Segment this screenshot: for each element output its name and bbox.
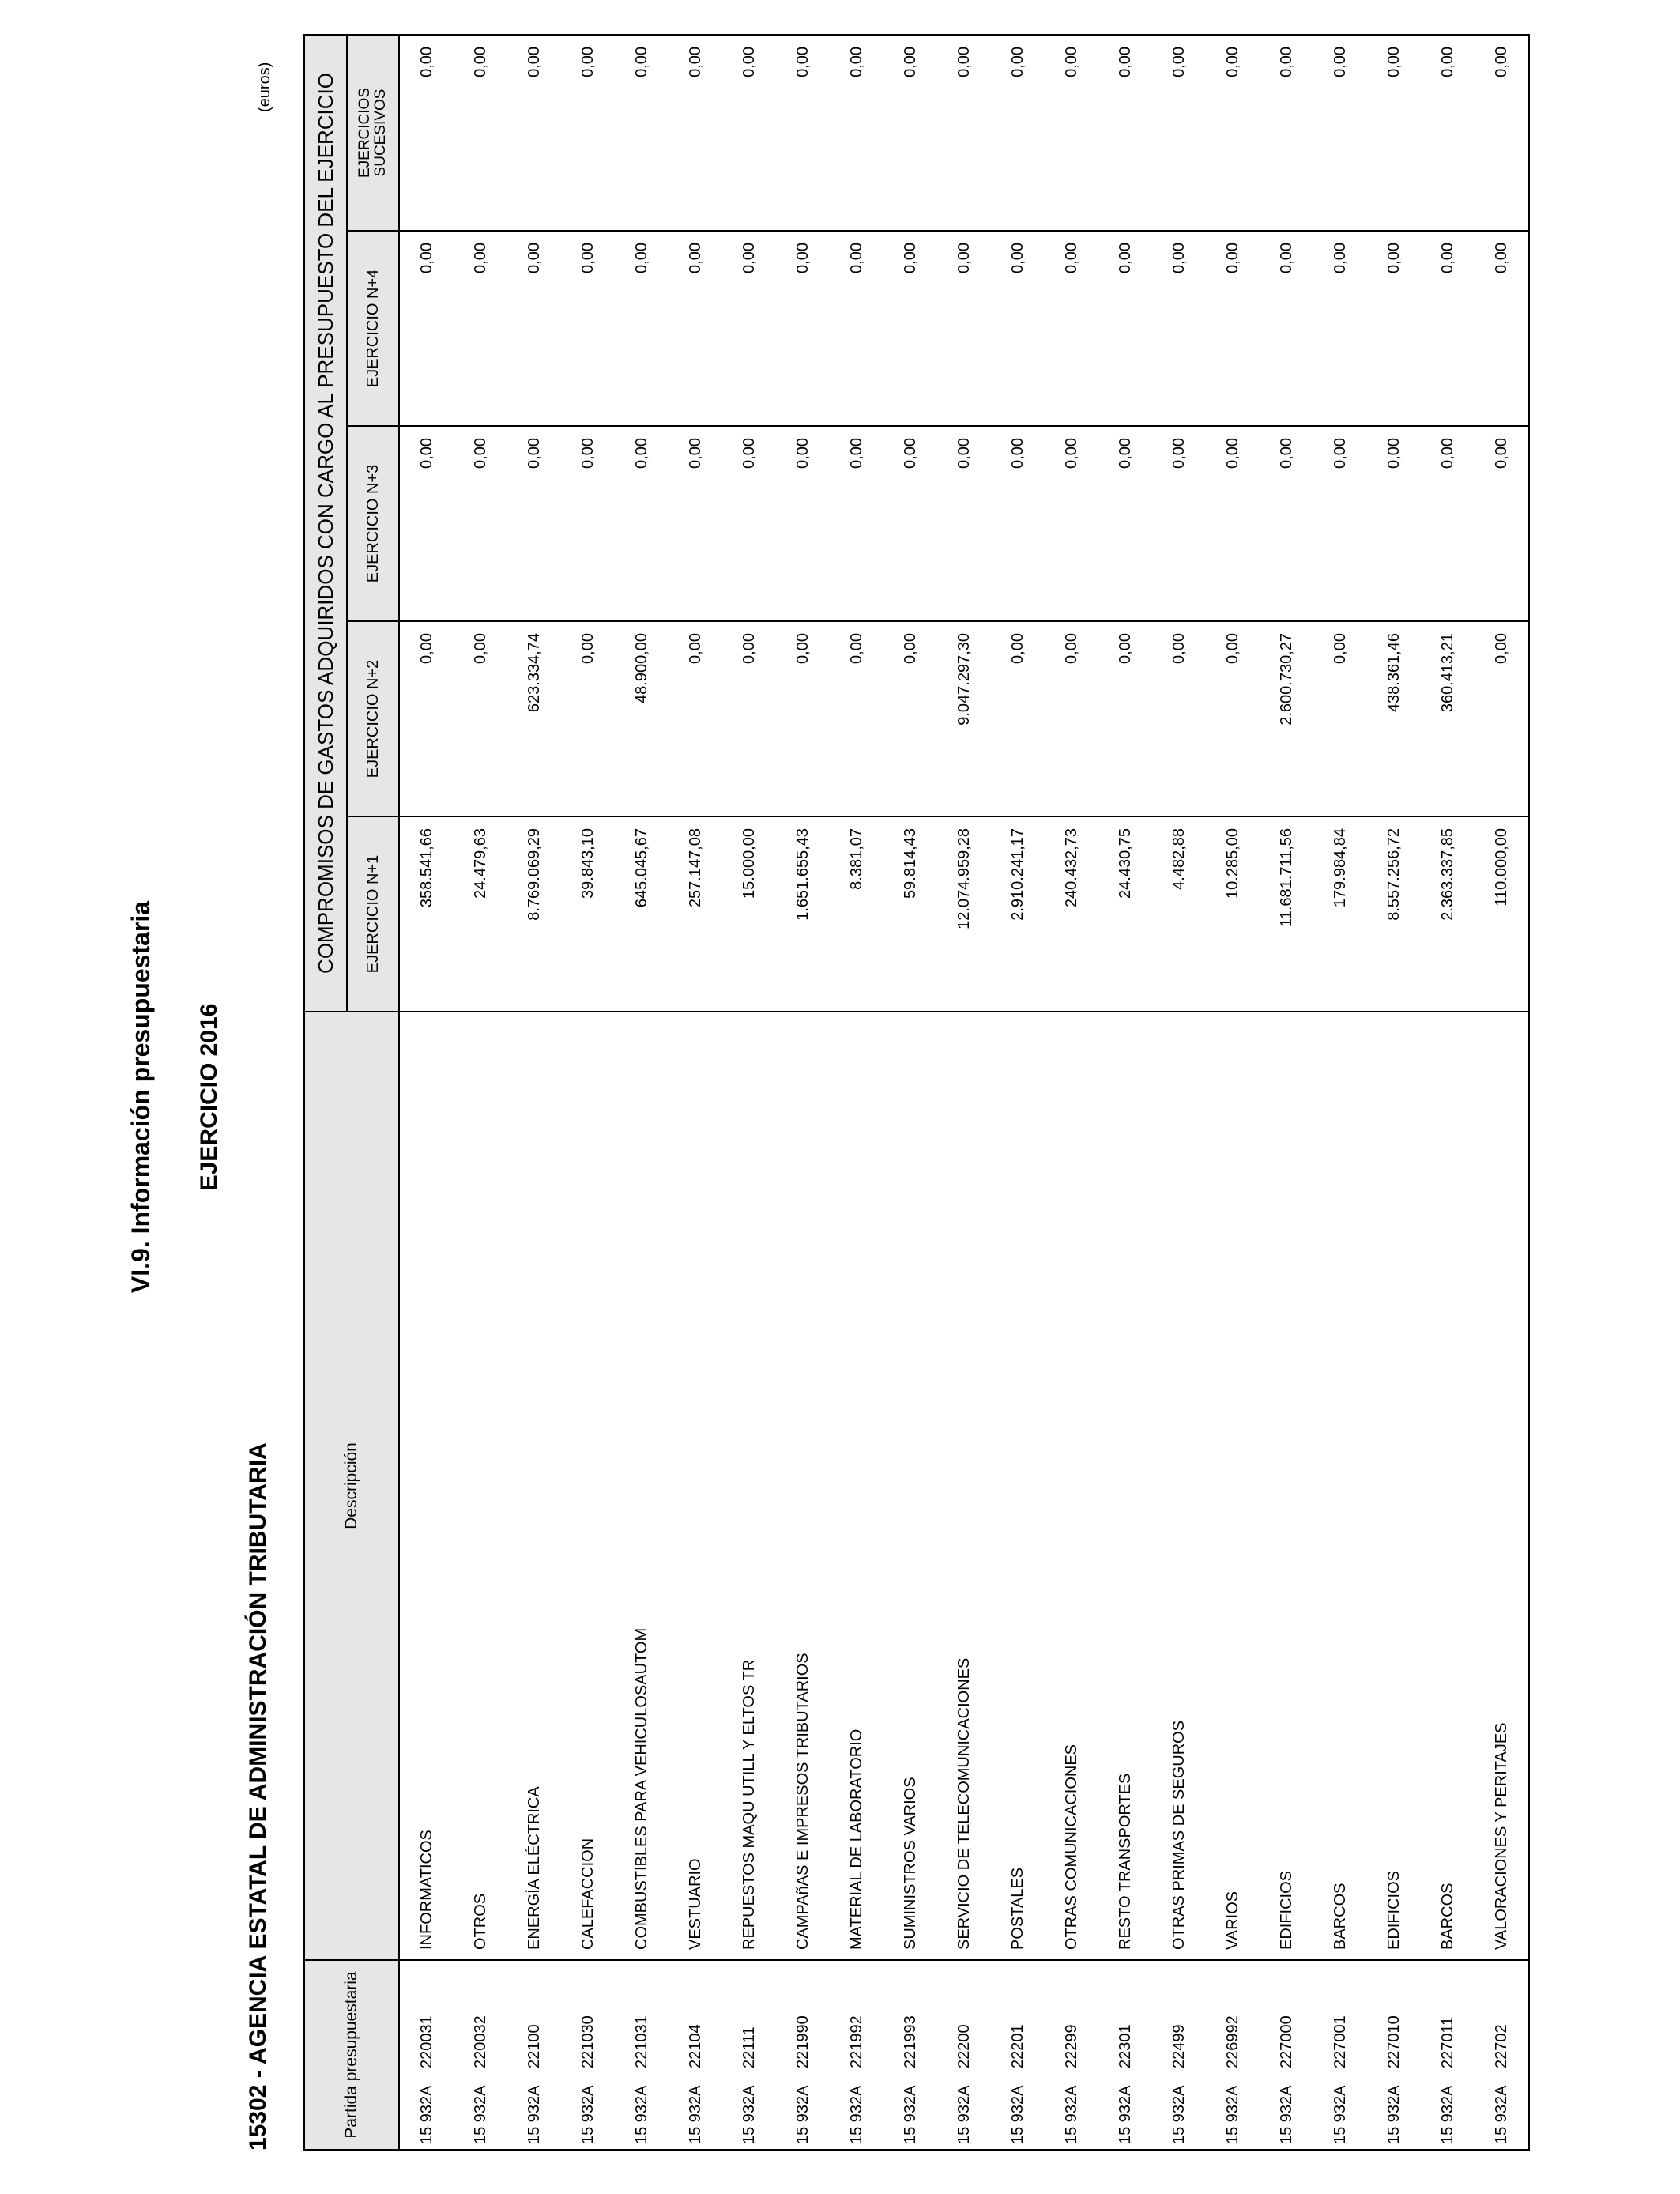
amount-n4: 0,00 [615,231,669,426]
program-code: 15 932A [1116,2085,1134,2144]
amount-n3: 0,00 [399,426,454,621]
table-row [776,35,830,2150]
organization-heading: 15302 - AGENCIA ESTATAL DE ADMINISTRACIÓN TRIBUTARIA [245,1442,271,2151]
amount-n4: 0,00 [399,231,454,426]
amount-n2: 48.900,00 [615,621,669,816]
amount-n4: 0,00 [883,231,937,426]
amount-n2: 0,00 [722,621,776,816]
amount-n2: 0,00 [883,621,937,816]
section-header: COMPROMISOS DE GASTOS ADQUIRIDOS CON CARGO AL PRESUPUESTO DEL EJERCICIO [304,35,347,1012]
table-row [1313,35,1367,2150]
amount-n1: 11.681.711,56 [1260,816,1313,1012]
amount-sucesivos: 0,00 [1421,35,1475,231]
amount-n3: 0,00 [830,426,883,621]
partida-cell [1313,1960,1367,2150]
program-code: 15 932A [632,2085,650,2144]
amount-n2: 0,00 [1313,621,1367,816]
partida-cell [1206,1960,1260,2150]
amount-n4: 0,00 [1045,231,1098,426]
amount-n4: 0,00 [776,231,830,426]
amount-n3: 0,00 [1367,426,1421,621]
amount-sucesivos: 0,00 [1367,35,1421,231]
amount-sucesivos: 0,00 [399,35,454,231]
amount-n3: 0,00 [883,426,937,621]
amount-n1: 8.557.256,72 [1367,816,1421,1012]
partida-cell [991,1960,1045,2150]
concept-code: 22702 [1492,2024,1510,2068]
concept-code: 22301 [1116,2024,1134,2068]
amount-n1: 645.045,67 [615,816,669,1012]
description-cell: SERVICIO DE TELECOMUNICACIONES [937,1012,991,1960]
table-row [830,35,883,2150]
amount-n4: 0,00 [991,231,1045,426]
amount-n3: 0,00 [1206,426,1260,621]
amount-n1: 15.000,00 [722,816,776,1012]
amount-n1: 2.910.241,17 [991,816,1045,1012]
amount-n2: 2.600.730,27 [1260,621,1313,816]
program-code: 15 932A [1331,2085,1349,2144]
concept-code: 220031 [417,2015,435,2068]
description-cell: MATERIAL DE LABORATORIO [830,1012,883,1960]
amount-n4: 0,00 [1475,231,1529,426]
description-cell: RESTO TRANSPORTES [1098,1012,1152,1960]
partida-cell [615,1960,669,2150]
amount-n3: 0,00 [507,426,561,621]
concept-code: 227011 [1438,2016,1456,2068]
amount-sucesivos: 0,00 [615,35,669,231]
amount-n1: 2.363.337,85 [1421,816,1475,1012]
program-code: 15 932A [1492,2085,1510,2144]
description-cell: BARCOS [1421,1012,1475,1960]
table-row [1045,35,1098,2150]
partida-cell [1367,1960,1421,2150]
table-row [883,35,937,2150]
col-header-n1: EJERCICIO N+1 [347,816,399,1012]
description-cell: POSTALES [991,1012,1045,1960]
program-code: 15 932A [525,2085,543,2144]
amount-n4: 0,00 [830,231,883,426]
amount-n4: 0,00 [1421,231,1475,426]
table-row [991,35,1045,2150]
description-cell: VARIOS [1206,1012,1260,1960]
col-header-n3: EJERCICIO N+3 [347,426,399,621]
amount-n3: 0,00 [1313,426,1367,621]
amount-sucesivos: 0,00 [991,35,1045,231]
col-header-partida: Partida presupuestaria [304,1960,399,2150]
amount-n3: 0,00 [991,426,1045,621]
units-label: (euros) [256,62,273,112]
concept-code: 22499 [1170,2024,1188,2068]
concept-code: 221031 [632,2015,650,2068]
table-row [722,35,776,2150]
amount-n3: 0,00 [1260,426,1313,621]
col-header-n4: EJERCICIO N+4 [347,231,399,426]
col-header-descripcion: Descripción [304,1012,399,1960]
partida-cell [883,1960,937,2150]
description-cell: SUMINISTROS VARIOS [883,1012,937,1960]
description-cell: EDIFICIOS [1367,1012,1421,1960]
amount-n1: 1.651.655,43 [776,816,830,1012]
partida-cell [937,1960,991,2150]
table-row [669,35,722,2150]
description-cell: OTROS [454,1012,507,1960]
concept-code: 227000 [1277,2015,1295,2068]
program-code: 15 932A [901,2085,919,2144]
amount-sucesivos: 0,00 [454,35,507,231]
partida-cell [1475,1960,1529,2150]
amount-sucesivos: 0,00 [937,35,991,231]
partida-cell [507,1960,561,2150]
amount-n4: 0,00 [1260,231,1313,426]
program-code: 15 932A [1170,2085,1188,2144]
amount-n2: 0,00 [1045,621,1098,816]
program-code: 15 932A [686,2085,704,2144]
concept-code: 220032 [471,2015,489,2068]
amount-n1: 8.381,07 [830,816,883,1012]
page-subtitle: EJERCICIO 2016 [196,1003,222,1191]
amount-n4: 0,00 [937,231,991,426]
amount-sucesivos: 0,00 [669,35,722,231]
program-code: 15 932A [417,2085,435,2144]
amount-n4: 0,00 [722,231,776,426]
amount-n4: 0,00 [1152,231,1206,426]
description-cell: ENERGÍA ELÉCTRICA [507,1012,561,1960]
amount-sucesivos: 0,00 [830,35,883,231]
amount-n4: 0,00 [669,231,722,426]
table-row [1421,35,1475,2150]
partida-cell [1421,1960,1475,2150]
amount-n1: 39.843,10 [561,816,615,1012]
amount-n3: 0,00 [776,426,830,621]
amount-n1: 110.000,00 [1475,816,1529,1012]
amount-n1: 10.285,00 [1206,816,1260,1012]
amount-n2: 0,00 [1206,621,1260,816]
description-cell: OTRAS COMUNICACIONES [1045,1012,1098,1960]
concept-code: 22100 [525,2024,543,2068]
program-code: 15 932A [1223,2085,1241,2144]
amount-n1: 179.984,84 [1313,816,1367,1012]
amount-n1: 24.430,75 [1098,816,1152,1012]
amount-n2: 0,00 [669,621,722,816]
amount-n4: 0,00 [454,231,507,426]
partida-cell [776,1960,830,2150]
concept-code: 227001 [1331,2015,1349,2068]
amount-n3: 0,00 [615,426,669,621]
concept-code: 221993 [901,2015,919,2068]
description-cell: REPUESTOS MAQU UTILL Y ELTOS TR [722,1012,776,1960]
program-code: 15 932A [793,2085,812,2144]
program-code: 15 932A [1384,2085,1403,2144]
partida-cell [1098,1960,1152,2150]
amount-n2: 0,00 [1152,621,1206,816]
partida-cell [1045,1960,1098,2150]
amount-n1: 257.147,08 [669,816,722,1012]
description-cell: EDIFICIOS [1260,1012,1313,1960]
amount-n4: 0,00 [1098,231,1152,426]
partida-cell [561,1960,615,2150]
amount-n4: 0,00 [507,231,561,426]
program-code: 15 932A [740,2085,758,2144]
program-code: 15 932A [578,2085,597,2144]
table-row [561,35,615,2150]
amount-n2: 0,00 [830,621,883,816]
table-row [615,35,669,2150]
amount-n1: 8.769.069,29 [507,816,561,1012]
concept-code: 22200 [955,2024,973,2068]
table-row [937,35,991,2150]
program-code: 15 932A [1277,2085,1295,2144]
description-cell: OTRAS PRIMAS DE SEGUROS [1152,1012,1206,1960]
concept-code: 226992 [1223,2015,1241,2068]
table-row [399,35,454,2150]
concept-code: 221992 [847,2015,865,2068]
amount-n2: 9.047.297,30 [937,621,991,816]
amount-n1: 12.074.959,28 [937,816,991,1012]
partida-cell [830,1960,883,2150]
amount-n2: 0,00 [399,621,454,816]
amount-n1: 24.479,63 [454,816,507,1012]
amount-n3: 0,00 [454,426,507,621]
description-cell: BARCOS [1313,1012,1367,1960]
concept-code: 22111 [740,2026,758,2068]
program-code: 15 932A [1008,2085,1026,2144]
amount-sucesivos: 0,00 [1475,35,1529,231]
amount-n3: 0,00 [722,426,776,621]
amount-n1: 240.432,73 [1045,816,1098,1012]
description-cell: CALEFACCION [561,1012,615,1960]
program-code: 15 932A [847,2085,865,2144]
amount-sucesivos: 0,00 [883,35,937,231]
table-row [1152,35,1206,2150]
amount-sucesivos: 0,00 [1152,35,1206,231]
col-header-sucesivos [347,35,399,231]
description-cell: VALORACIONES Y PERITAJES [1475,1012,1529,1960]
amount-n2: 623.334,74 [507,621,561,816]
description-cell: VESTUARIO [669,1012,722,1960]
col-header-sucesivos-line2: SUCESIVOS [372,89,389,177]
amount-n1: 358.541,66 [399,816,454,1012]
amount-n3: 0,00 [1475,426,1529,621]
amount-sucesivos: 0,00 [722,35,776,231]
amount-n4: 0,00 [1206,231,1260,426]
amount-sucesivos: 0,00 [1313,35,1367,231]
description-cell: COMBUSTIBLES PARA VEHICULOSAUTOM [615,1012,669,1960]
amount-n1: 4.482,88 [1152,816,1206,1012]
partida-cell [669,1960,722,2150]
amount-sucesivos: 0,00 [1206,35,1260,231]
table-row [1206,35,1260,2150]
amount-n3: 0,00 [1098,426,1152,621]
amount-n4: 0,00 [1367,231,1421,426]
amount-sucesivos: 0,00 [1045,35,1098,231]
concept-code: 22104 [686,2024,704,2068]
description-cell: INFORMATICOS [399,1012,454,1960]
amount-n3: 0,00 [1421,426,1475,621]
program-code: 15 932A [1062,2085,1080,2144]
amount-n2: 0,00 [991,621,1045,816]
concept-code: 22299 [1062,2024,1080,2068]
table-row [507,35,561,2150]
amount-sucesivos: 0,00 [507,35,561,231]
amount-n1: 59.814,43 [883,816,937,1012]
col-header-sucesivos-line1: EJERCICIOS [356,87,373,179]
amount-n3: 0,00 [669,426,722,621]
amount-n2: 0,00 [561,621,615,816]
amount-n3: 0,00 [1152,426,1206,621]
amount-n2: 0,00 [454,621,507,816]
partida-cell [722,1960,776,2150]
page-title: VI.9. Información presupuestaria [126,900,155,1294]
amount-n3: 0,00 [1045,426,1098,621]
table-row [1367,35,1421,2150]
partida-cell [1152,1960,1206,2150]
concept-code: 227010 [1384,2015,1403,2068]
amount-n2: 0,00 [1098,621,1152,816]
table-row [454,35,507,2150]
partida-cell [399,1960,454,2150]
partida-cell [1260,1960,1313,2150]
concept-code: 22201 [1008,2024,1026,2068]
amount-sucesivos: 0,00 [776,35,830,231]
budget-table [303,34,1530,2151]
amount-n4: 0,00 [1313,231,1367,426]
amount-n2: 438.361,46 [1367,621,1421,816]
amount-n3: 0,00 [561,426,615,621]
amount-sucesivos: 0,00 [1260,35,1313,231]
table-row [1260,35,1313,2150]
program-code: 15 932A [1438,2085,1456,2144]
concept-code: 221990 [793,2015,812,2068]
description-cell: CAMPAñAS E IMPRESOS TRIBUTARIOS [776,1012,830,1960]
partida-cell [454,1960,507,2150]
amount-n2: 360.413,21 [1421,621,1475,816]
program-code: 15 932A [955,2085,973,2144]
amount-n3: 0,00 [937,426,991,621]
amount-n2: 0,00 [1475,621,1529,816]
col-header-n2: EJERCICIO N+2 [347,621,399,816]
amount-sucesivos: 0,00 [561,35,615,231]
program-code: 15 932A [471,2085,489,2144]
amount-n2: 0,00 [776,621,830,816]
amount-sucesivos: 0,00 [1098,35,1152,231]
table-row [1098,35,1152,2150]
table-row [1475,35,1529,2150]
amount-n4: 0,00 [561,231,615,426]
concept-code: 221030 [578,2015,597,2068]
